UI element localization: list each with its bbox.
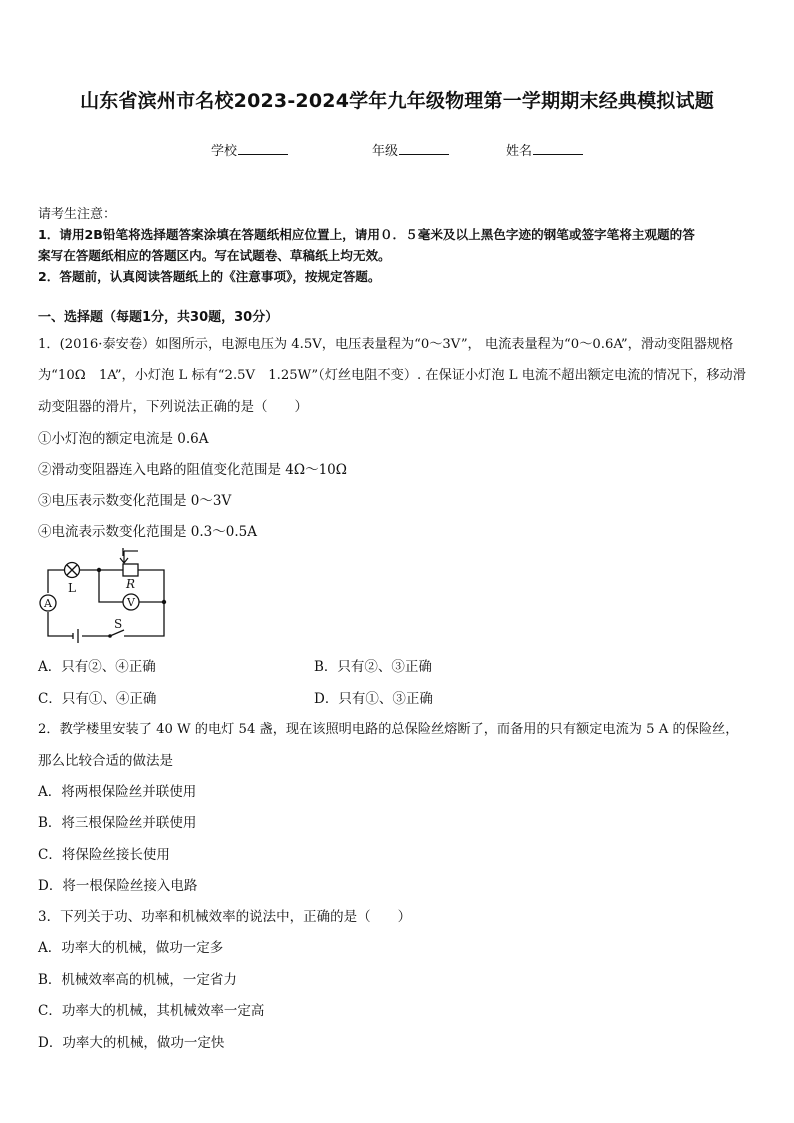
ammeter-label: A — [44, 597, 52, 610]
q3-option-b[interactable]: B．机械效率高的机械，一定省力 — [38, 972, 237, 988]
name-blank[interactable] — [533, 142, 583, 155]
switch-dot — [108, 634, 112, 638]
switch-label: S — [114, 617, 123, 631]
q2-option-c[interactable]: C．将保险丝接长使用 — [38, 847, 170, 863]
grade-blank[interactable] — [399, 142, 449, 155]
q1-statement-2: ②滑动变阻器连入电路的阻值变化范围是 4Ω～10Ω — [38, 462, 347, 478]
resistor-label: R — [126, 577, 136, 591]
q1-statement-3: ③电压表示数变化范围是 0～3V — [38, 493, 232, 509]
notice-item-1: 1．请用2B铅笔将选择题答案涂填在答题纸相应位置上，请用０．５毫米及以上黑色字迹的钢笔或签字笔将主观题的答 — [38, 227, 695, 242]
page-title: 山东省滨州市名校2023-2024学年九年级物理第一学期期末经典模拟试题 — [80, 90, 714, 112]
q1-option-b[interactable]: B．只有②、③正确 — [314, 659, 432, 675]
q3-stem: 3．下列关于功、功率和机械效率的说法中，正确的是（ ） — [38, 909, 412, 925]
q1-line-3: 动变阻器的滑片，下列说法正确的是（ ） — [38, 399, 308, 415]
q2-option-a[interactable]: A．将两根保险丝并联使用 — [38, 784, 197, 800]
q1-option-c[interactable]: C．只有①、④正确 — [38, 691, 157, 707]
q3-option-a[interactable]: A．功率大的机械，做功一定多 — [38, 940, 224, 956]
q1-option-a[interactable]: A．只有②、④正确 — [38, 659, 156, 675]
q2-option-b[interactable]: B．将三根保险丝并联使用 — [38, 815, 197, 831]
name-field — [506, 140, 583, 159]
q2-option-d[interactable]: D．将一根保险丝接入电路 — [38, 878, 198, 894]
q2-line-2: 那么比较合适的做法是 — [38, 753, 173, 769]
ammeter-icon — [40, 595, 56, 611]
section-heading: 一、选择题（每题1分，共30题，30分） — [38, 310, 279, 325]
resistor-box — [123, 564, 138, 576]
q1-line-1: 1．(2016·泰安卷）如图所示，电源电压为 4.5V，电压表量程为“0～3V”， 电流表量程为“0～0.6A”，滑动变阻器规格 — [38, 337, 734, 352]
notice-heading: 请考生注意： — [38, 207, 117, 222]
school-label: 学校 — [211, 144, 238, 159]
notice-item-1-cont: 案写在答题纸相应的答题区内。写在试题卷、草稿纸上均无效。 — [38, 248, 391, 263]
notice-item-2: 2．答题前，认真阅读答题纸上的《注意事项》，按规定答题。 — [38, 269, 381, 284]
grade-label: 年级 — [372, 144, 399, 159]
junction-dot — [97, 568, 101, 572]
q1-statement-1: ①小灯泡的额定电流是 0.6A — [38, 431, 209, 447]
voltmeter-icon — [123, 594, 139, 610]
lamp-label: L — [68, 581, 76, 595]
q1-line-2: 为“10Ω 1A”，小灯泡 L 标有“2.5V 1.25W”（灯丝电阻不变）. 在保证小灯泡 L 电流不超出额定电流的情况下，移动滑 — [38, 368, 746, 383]
circuit-diagram — [38, 548, 178, 644]
junction-dot — [162, 600, 166, 604]
q3-option-d[interactable]: D．功率大的机械，做功一定快 — [38, 1035, 225, 1051]
q1-option-d[interactable]: D．只有①、③正确 — [314, 691, 433, 707]
school-blank[interactable] — [238, 142, 288, 155]
q3-option-c[interactable]: C．功率大的机械，其机械效率一定高 — [38, 1003, 265, 1019]
name-label: 姓名 — [506, 144, 533, 159]
q2-line-1: 2．教学楼里安装了 40 W 的电灯 54 盏，现在该照明电路的总保险丝熔断了，而备用的只有额定电流为 5 A 的保险丝， — [38, 722, 739, 737]
grade-field — [372, 140, 449, 159]
q1-statement-4: ④电流表示数变化范围是 0.3～0.5A — [38, 524, 257, 540]
voltmeter-label: V — [127, 596, 135, 609]
school-field — [211, 140, 288, 159]
lamp-icon — [65, 563, 80, 578]
